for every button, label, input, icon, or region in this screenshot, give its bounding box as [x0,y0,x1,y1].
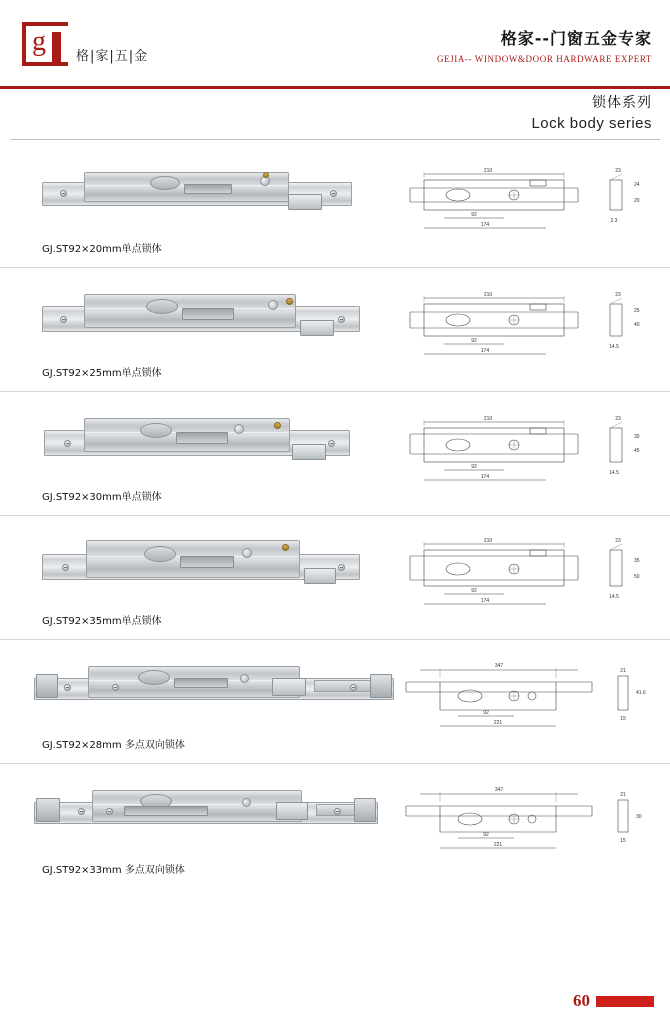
dim-c2: 174 [480,222,490,228]
product-caption: GJ.ST92×28mm 多点双向锁体 [42,740,185,751]
dim-h1: 41.6 [636,690,646,696]
dim-length: 210 [483,416,493,422]
dim-h2: 45 [634,448,640,454]
dim-c1: 92 [471,338,477,344]
technical-drawing [390,640,670,763]
dim-h1: 25 [634,308,640,314]
dim-t1: 23 [615,292,621,298]
footer-bar-decoration [596,996,654,1007]
brand-title-cn: 格家--门窗五金专家 [500,29,652,48]
product-photo [0,268,390,391]
dim-t2: 14.5 [609,594,619,600]
dim-length: 210 [483,538,493,544]
dim-c2: 174 [480,348,490,354]
lock-photo-multi [34,786,378,844]
dim-c1: 92 [471,588,477,594]
dim-t2: 15 [620,716,626,722]
technical-drawing [390,764,670,888]
product-caption: GJ.ST92×20mm单点锁体 [42,244,162,255]
product-photo [0,392,390,515]
product-list [0,138,670,888]
technical-drawing [390,392,670,515]
dim-c1: 92 [471,464,477,470]
dim-h1: 35 [634,558,640,564]
dim-t1: 21 [620,792,626,798]
product-caption: GJ.ST92×35mm单点锁体 [42,616,162,627]
logo-letter: g [32,26,46,57]
logo-chinese-text: 格|家|五|金 [76,49,149,64]
series-title-cn: 锁体系列 [592,95,652,111]
dim-h2: 40 [634,322,640,328]
dim-h1: 30 [634,434,640,440]
lock-photo-single [42,538,360,598]
dim-t1: 21 [620,668,626,674]
brand-title-en: GEJIA-- WINDOW&DOOR HARDWARE EXPERT [436,54,652,64]
dim-length: 210 [483,168,493,174]
technical-drawing [390,516,670,639]
lock-photo-multi [34,662,394,720]
product-row[interactable] [0,268,670,392]
dim-length: 347 [494,787,504,793]
series-heading [0,88,670,138]
dim-t2: 2.3 [610,218,618,224]
dim-c1: 92 [483,832,489,838]
lock-photo-single [44,414,350,472]
dim-c2: 174 [480,598,490,604]
product-photo [0,516,390,639]
logo-mark-icon [22,22,68,66]
dim-length: 210 [483,292,493,298]
dim-length: 347 [494,663,504,669]
product-row[interactable] [0,640,670,764]
dim-h2: 50 [634,574,640,580]
page-number: 60 [573,991,590,1010]
product-row[interactable] [0,392,670,516]
dim-t2: 15 [620,838,626,844]
product-caption: GJ.ST92×33mm 多点双向锁体 [42,865,185,876]
product-photo [0,144,390,267]
dim-c1: 92 [483,710,489,716]
dim-c1: 92 [471,212,477,218]
page-header [0,0,670,88]
product-caption: GJ.ST92×30mm单点锁体 [42,492,162,503]
product-photo [0,640,390,763]
brand-titles [437,26,652,64]
dim-t1: 23 [615,538,621,544]
lock-photo-single [42,166,352,222]
product-caption: GJ.ST92×25mm单点锁体 [42,368,162,379]
technical-drawing [390,268,670,391]
lock-photo-single [42,290,360,348]
dim-h2: 20 [634,198,640,204]
dim-t2: 14.5 [609,344,619,350]
dim-t1: 23 [615,168,621,174]
brand-logo [22,22,148,66]
dim-h1: 24 [634,182,640,188]
series-title-en: Lock body series [531,115,652,132]
product-row[interactable] [0,764,670,888]
product-row[interactable] [0,144,670,268]
logo-bar-shape [52,32,61,64]
dim-t2: 14.5 [609,470,619,476]
product-row[interactable] [0,516,670,640]
product-photo [0,764,390,888]
dim-c2: 174 [480,474,490,480]
dim-t1: 23 [615,416,621,422]
dim-c2: 221 [493,720,503,726]
page-footer [573,991,670,1011]
dim-c2: 221 [493,842,503,848]
dim-h1: 30 [636,814,642,820]
technical-drawing [390,144,670,267]
